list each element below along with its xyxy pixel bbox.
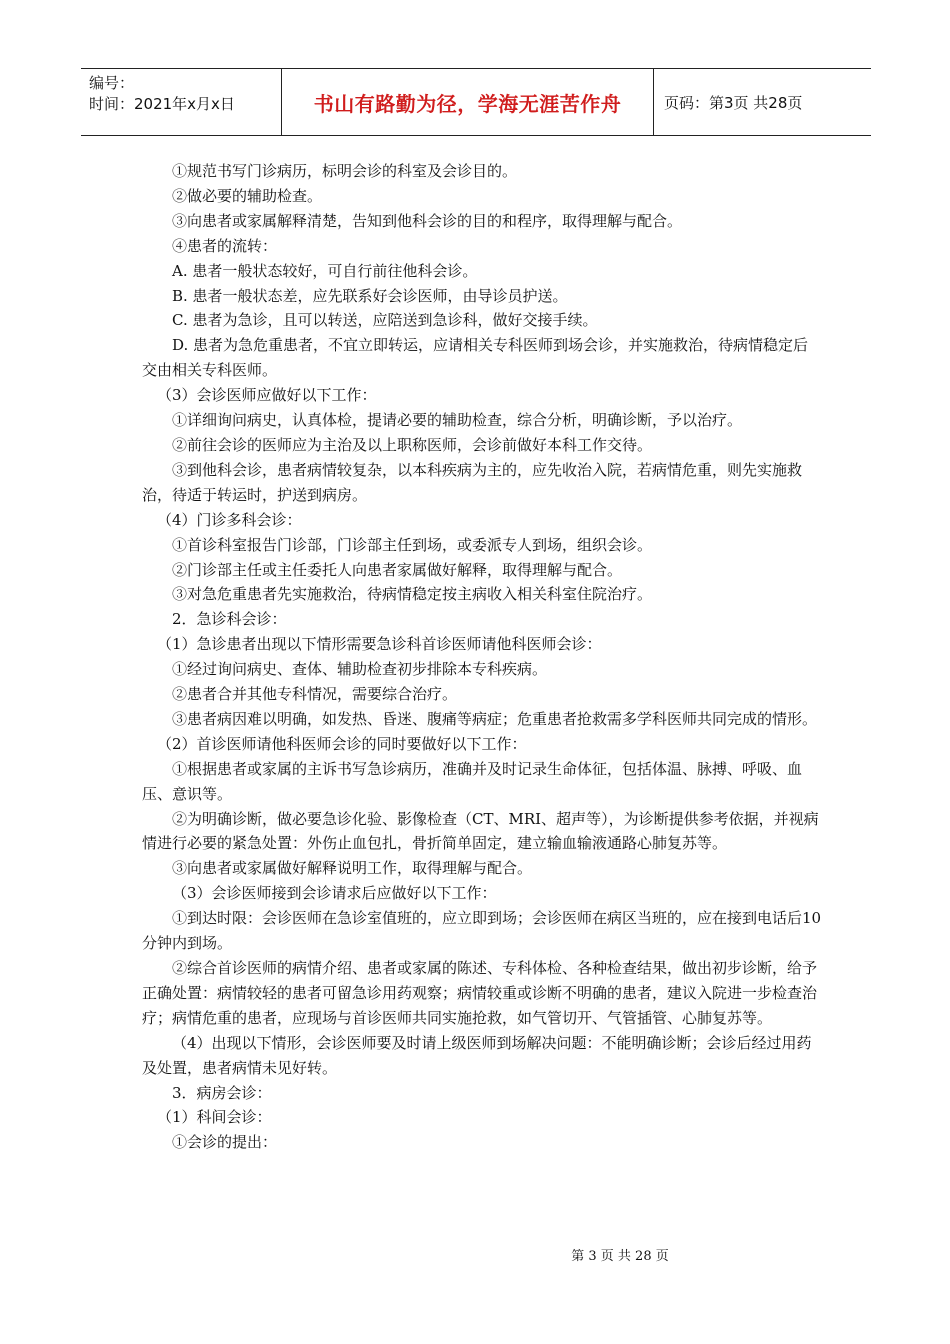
body-paragraph: ①到达时限：会诊医师在急诊室值班的，应立即到场；会诊医师在病区当班的，应在接到电话后10分钟内到场。 <box>142 909 822 953</box>
document-date-label: 时间：2021年x月x日 <box>89 95 235 113</box>
body-paragraph: ③患者病因难以明确，如发热、昏迷、腹痛等病症；危重患者抢救需多学科医师共同完成的情形。 <box>172 709 818 728</box>
body-paragraph: ③对急危重患者先实施救治，待病情稳定按主病收入相关科室住院治疗。 <box>172 585 653 604</box>
body-paragraph: ②患者合并其他专科情况，需要综合治疗。 <box>172 685 458 704</box>
body-paragraph: D. 患者为急危重患者，不宜立即转运，应请相关专科医师到场会诊，并实施救治，待病情稳定后交由相关专科医师。 <box>142 336 809 380</box>
body-paragraph: ③向患者或家属解释清楚，告知到他科会诊的目的和程序，取得理解与配合。 <box>172 211 683 230</box>
header-page-label: 页码：第3页 共28页 <box>664 93 803 112</box>
body-paragraph: ①详细询问病史，认真体检，提请必要的辅助检查，综合分析，明确诊断，予以治疗。 <box>172 411 743 430</box>
body-paragraph: ③到他科会诊，患者病情较复杂，以本科疾病为主的，应先收治入院，若病情危重，则先实施救治，待适于转运时，护送到病房。 <box>142 460 803 504</box>
body-paragraph: （2）首诊医师请他科医师会诊的同时要做好以下工作： <box>157 734 527 753</box>
body-paragraph: ②为明确诊断，做必要急诊化验、影像检查（CT、MRI、超声等），为诊断提供参考依据，并视病情进行必要的紧急处置：外伤止血包扎，骨折简单固定，建立输血输液通路心肺复苏等。 <box>142 809 819 853</box>
body-paragraph: ①规范书写门诊病历，标明会诊的科室及会诊目的。 <box>172 162 518 180</box>
body-paragraph: （3）会诊医师应做好以下工作： <box>157 386 377 405</box>
document-body <box>142 159 822 1155</box>
body-paragraph: ①首诊科室报告门诊部，门诊部主任到场，或委派专人到场，组织会诊。 <box>172 535 653 554</box>
page-footer <box>0 1245 950 1264</box>
body-paragraph: B. 患者一般状态差，应先联系好会诊医师，由导诊员护送。 <box>172 286 568 305</box>
body-paragraph: （1）科间会诊： <box>157 1108 272 1127</box>
body-paragraph: （4）出现以下情形，会诊医师要及时请上级医师到场解决问题：不能明确诊断；会诊后经过用药及处置，患者病情未见好转。 <box>142 1033 812 1077</box>
body-paragraph: A. 患者一般状态较好，可自行前往他科会诊。 <box>172 261 478 280</box>
body-paragraph: ③向患者或家属做好解释说明工作，取得理解与配合。 <box>172 859 533 878</box>
header-page-cell <box>654 69 871 135</box>
header-slogan-cell <box>282 69 654 135</box>
body-paragraph: ①会诊的提出： <box>172 1133 278 1152</box>
header-meta <box>81 69 282 135</box>
body-paragraph: ①根据患者或家属的主诉书写急诊病历，准确并及时记录生命体征，包括体温、脉搏、呼吸、血压、意识等。 <box>142 759 803 803</box>
body-paragraph: （1）急诊患者出现以下情形需要急诊科首诊医师请他科医师会诊： <box>157 635 602 654</box>
page-header <box>81 68 871 136</box>
body-paragraph: （3）会诊医师接到会诊请求后应做好以下工作： <box>172 884 497 903</box>
body-paragraph: （4）门诊多科会诊： <box>157 510 302 529</box>
body-paragraph: ②做必要的辅助检查。 <box>172 186 323 205</box>
body-paragraph: ②前往会诊的医师应为主治及以上职称医师，会诊前做好本科工作交待。 <box>172 435 653 454</box>
header-slogan: 书山有路勤为径，学海无涯苦作舟 <box>313 91 622 116</box>
footer-page-number: 第 3 页 共 28 页 <box>571 1249 669 1264</box>
body-paragraph: ①经过询问病史、查体、辅助检查初步排除本专科疾病。 <box>172 660 548 679</box>
body-paragraph: 2．急诊科会诊： <box>172 610 287 629</box>
body-paragraph: ④患者的流转： <box>172 236 278 255</box>
body-paragraph: C. 患者为急诊，且可以转送，应陪送到急诊科，做好交接手续。 <box>172 311 598 330</box>
body-paragraph: ②门诊部主任或主任委托人向患者家属做好解释，取得理解与配合。 <box>172 560 623 579</box>
body-paragraph: ②综合首诊医师的病情介绍、患者或家属的陈述、专科体检、各种检查结果，做出初步诊断，给予正确处置：病情较轻的患者可留急诊用药观察；病情较重或诊断不明确的患者，建议入院进一步检查治疗；病情危重的患者，应现场与首诊医师共同实施抢救，如气管切开、气管插管、心肺复苏等。 <box>142 959 818 1027</box>
document-number-label: 编号： <box>89 74 135 92</box>
body-paragraph: 3．病房会诊： <box>172 1083 272 1102</box>
